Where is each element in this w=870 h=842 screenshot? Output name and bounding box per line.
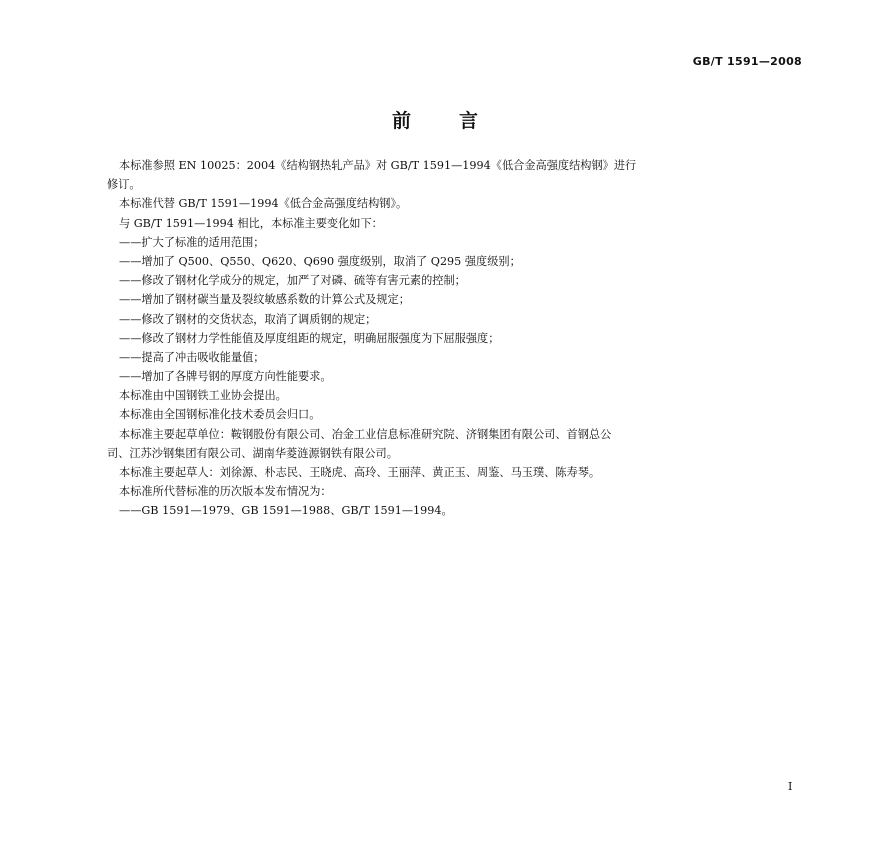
page-title [0, 106, 870, 133]
paragraph-drafters: 本标准主要起草人：刘徐源、朴志民、王晓虎、高玲、王丽萍、黄正玉、周鉴、马玉璞、陈寿琴。 [119, 466, 601, 479]
change-item: ——修改了钢材力学性能值及厚度组距的规定，明确屈服强度为下屈服强度； [119, 331, 500, 345]
page-number: I [788, 780, 793, 793]
paragraph-proposed-by: 本标准由中国钢铁工业协会提出。 [119, 389, 287, 403]
paragraph-drafting-units-line-1: 本标准主要起草单位：鞍钢股份有限公司、冶金工业信息标准研究院、济钢集团有限公司、首钢总公 [119, 427, 612, 441]
change-item: ——修改了钢材化学成分的规定，加严了对磷、硫等有害元素的控制； [119, 274, 466, 288]
history-item: ——GB 1591—1979、GB 1591—1988、GB/T 1591—1994。 [119, 504, 453, 518]
change-item: ——增加了各牌号钢的厚度方向性能要求。 [119, 370, 332, 384]
paragraph-history-intro: 本标准所代替标准的历次版本发布情况为： [119, 485, 332, 499]
standard-code: GB/T 1591—2008 [692, 55, 802, 68]
paragraph-replaces: 本标准代替 GB/T 1591—1994《低合金高强度结构钢》。 [119, 197, 408, 211]
paragraph-drafting-units-line-2: 司、江苏沙钢集团有限公司、湖南华菱涟源钢铁有限公司。 [107, 446, 398, 460]
change-item: ——提高了冲击吸收能量值； [119, 350, 265, 364]
title-char-1: 前 [391, 110, 411, 132]
paragraph-changes-intro: 与 GB/T 1591—1994 相比，本标准主要变化如下： [119, 216, 383, 230]
change-item: ——增加了钢材碳当量及裂纹敏感系数的计算公式及规定； [119, 293, 410, 307]
paragraph-administered-by: 本标准由全国钢标准化技术委员会归口。 [119, 408, 321, 422]
title-char-2: 言 [459, 110, 479, 132]
change-item: ——修改了钢材的交货状态，取消了调质钢的规定； [119, 312, 377, 326]
paragraph-reference-line-1: 本标准参照 EN 10025：2004《结构钢热轧产品》对 GB/T 1591—1994《低合金高强度结构钢》进行 [119, 159, 637, 172]
change-item: ——增加了 Q500、Q550、Q620、Q690 强度级别，取消了 Q295 强度级别； [119, 254, 521, 268]
change-item: ——扩大了标准的适用范围； [119, 235, 265, 249]
document-body [0, 156, 870, 521]
paragraph-reference-line-2: 修订。 [107, 178, 141, 192]
